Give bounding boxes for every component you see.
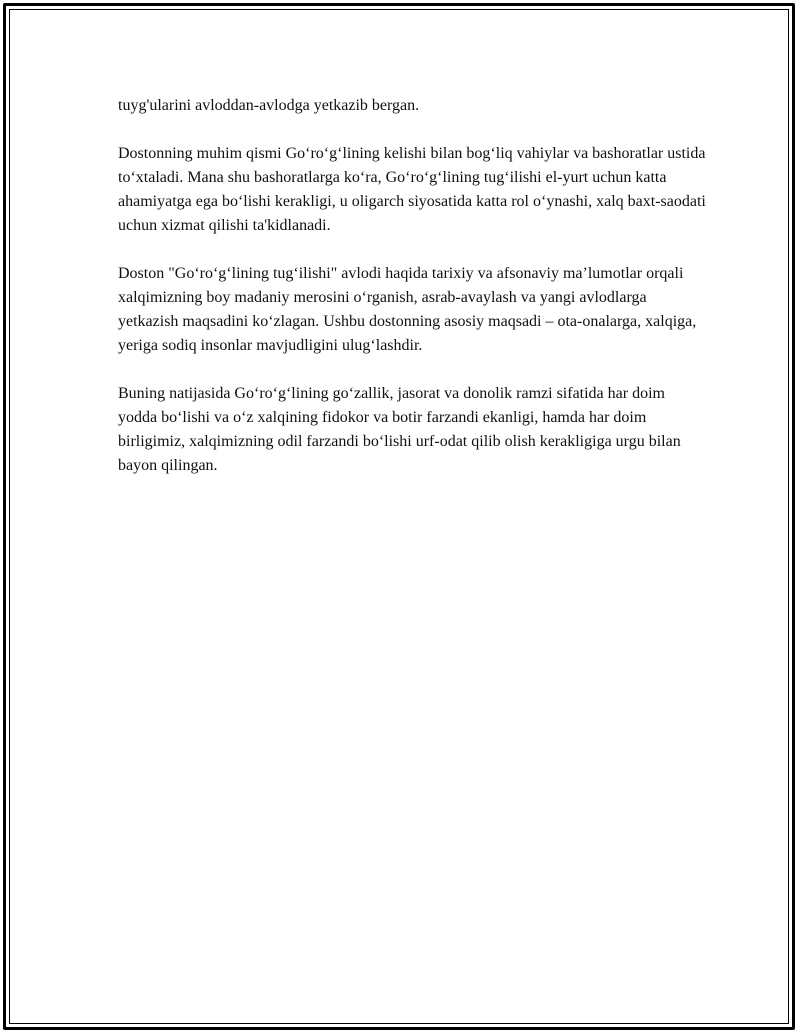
paragraph-3: Doston "Go‘ro‘g‘lining tug‘ilishi" avlodi haqida tarixiy va afsonaviy ma’lumotlar orqali xalqimizning boy madaniy merosini o‘rganish, asrab-avaylash va yangi avlodlarga yetkazish maqsadini ko‘zlagan. Ushbu dostonning asosiy maqsadi – ota-onalarga, xalqiga, yeriga sodiq insonlar mavjudligini ulug‘lashdir.	[118, 265, 697, 354]
document-body	[118, 94, 708, 502]
paragraph-4: Buning natijasida Go‘ro‘g‘lining go‘zallik, jasorat va donolik ramzi sifatida har doim yodda bo‘lishi va o‘z xalqining fidokor va botir farzandi ekanligi, hamda har doim birligimiz, xalqimizning odil farzandi bo‘lishi urf-odat qilib olish kerakligiga urgu bilan bayon qilingan.	[118, 385, 681, 474]
paragraph-2: Dostonning muhim qismi Go‘ro‘g‘lining kelishi bilan bog‘liq vahiylar va bashoratlar ustida to‘xtaladi. Mana shu bashoratlarga ko‘ra, Go‘ro‘g‘lining tug‘ilishi el-yurt uchun katta ahamiyatga ega bo‘lishi kerakligi, u oligarch siyosatida katta rol o‘ynashi, xalq baxt-saodati uchun xizmat qilishi ta'kidlanadi.	[118, 145, 706, 234]
page-frame	[3, 3, 795, 1030]
paragraph-1: tuyg'ularini avloddan-avlodga yetkazib bergan.	[118, 97, 420, 114]
